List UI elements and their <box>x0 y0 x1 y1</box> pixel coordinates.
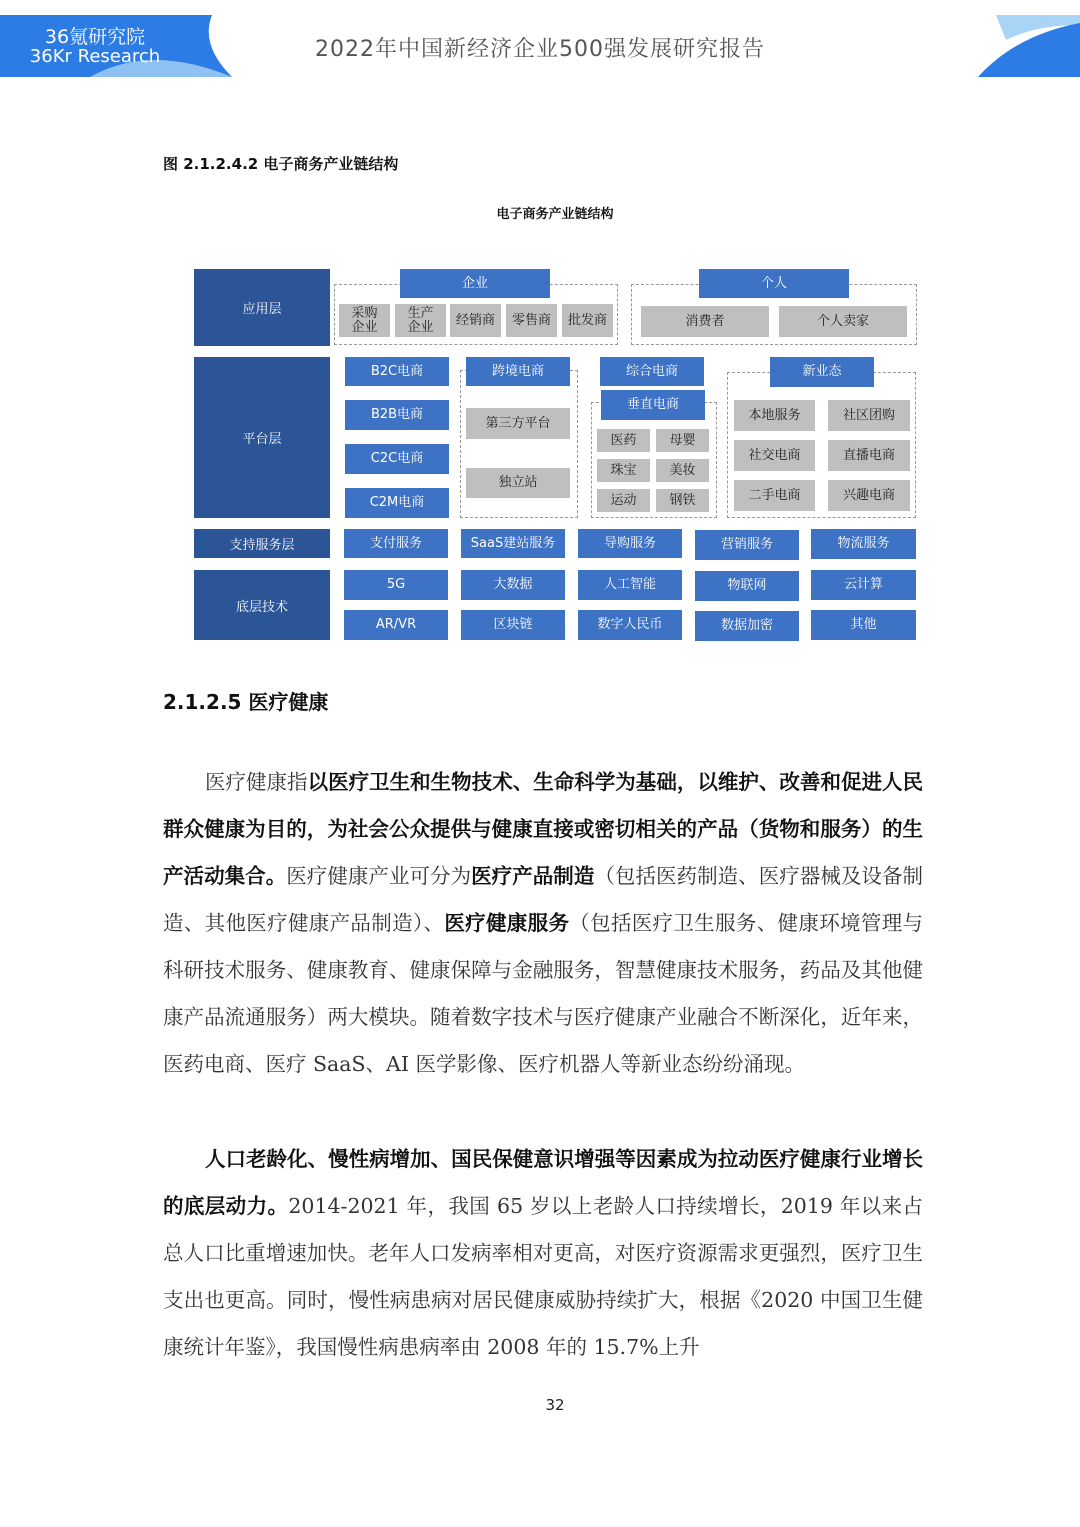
enterprise-item: 经销商 <box>450 304 501 337</box>
vertical-item: 珠宝 <box>597 459 650 482</box>
new-format-item: 二手电商 <box>734 480 815 511</box>
tech-item: 5G <box>344 570 448 600</box>
layer-application: 应用层 <box>194 269 330 346</box>
page-number: 32 <box>545 1396 565 1414</box>
text-run: 医疗健康指 <box>205 770 308 794</box>
vertical-item: 美妆 <box>656 459 709 482</box>
paragraph-2 <box>163 1136 923 1371</box>
vertical-header: 垂直电商 <box>601 390 705 420</box>
enterprise-header: 企业 <box>400 269 550 298</box>
report-title: 2022年中国新经济企业500强发展研究报告 <box>315 37 765 62</box>
new-format-item: 兴趣电商 <box>828 480 910 511</box>
vertical-item: 钢铁 <box>656 489 709 512</box>
new-format-item: 社交电商 <box>734 440 815 471</box>
comprehensive-ecommerce: 综合电商 <box>600 357 704 386</box>
cross-border-item: 第三方平台 <box>466 408 570 439</box>
enterprise-item: 生产 企业 <box>395 304 446 337</box>
text-run: 医疗健康产业可分为 <box>286 864 472 888</box>
platform-model: C2C电商 <box>345 444 449 474</box>
section-heading: 2.1.2.5 医疗健康 <box>163 690 329 714</box>
corner-decoration <box>976 15 1080 77</box>
tech-item: 数字人民币 <box>578 610 682 640</box>
vertical-item: 运动 <box>597 489 650 512</box>
text-run-bold: 人口老龄化、慢性病增加、国民保健意识增强等因素成为拉动医疗健康行业增长的底层动力。 <box>163 1147 923 1218</box>
enterprise-item: 批发商 <box>562 304 613 337</box>
enterprise-item: 采购 企业 <box>339 304 390 337</box>
paragraph-1 <box>163 759 923 1088</box>
new-format-item: 社区团购 <box>828 400 910 431</box>
diagram-title: 电子商务产业链结构 <box>496 207 614 222</box>
layer-technology: 底层技术 <box>194 570 330 640</box>
vertical-item: 医药 <box>597 429 650 452</box>
logo-text-en: 36Kr Research <box>29 46 161 67</box>
tech-item: 数据加密 <box>695 611 799 641</box>
support-item: 导购服务 <box>578 529 682 558</box>
tech-item: 物联网 <box>695 571 799 601</box>
individual-header: 个人 <box>699 269 849 298</box>
individual-item: 个人卖家 <box>779 306 907 337</box>
text-run-bold: 医疗产品制造 <box>471 864 595 888</box>
support-item: 物流服务 <box>811 529 916 559</box>
support-item: 营销服务 <box>695 530 799 560</box>
tech-item: 云计算 <box>811 570 916 600</box>
new-format-item: 直播电商 <box>828 440 910 471</box>
platform-model: B2B电商 <box>345 400 449 430</box>
tech-item: 其他 <box>811 610 916 640</box>
tech-item: 区块链 <box>461 610 565 640</box>
text-run: （包括医药制造、医疗器械及设备制造、其他医疗健康产品制造）、 <box>163 864 923 935</box>
text-run-bold: 医疗健康服务 <box>444 911 570 935</box>
figure-caption: 图 2.1.2.4.2 电子商务产业链结构 <box>163 155 399 173</box>
layer-platform: 平台层 <box>194 357 330 518</box>
enterprise-item: 零售商 <box>506 304 557 337</box>
cross-border-header: 跨境电商 <box>466 357 570 386</box>
tech-item: 大数据 <box>461 570 565 600</box>
layer-support: 支持服务层 <box>194 529 330 558</box>
platform-model: B2C电商 <box>345 357 449 386</box>
tech-item: 人工智能 <box>578 570 682 600</box>
vertical-item: 母婴 <box>656 429 709 452</box>
new-format-header: 新业态 <box>770 357 874 387</box>
support-item: 支付服务 <box>344 529 448 558</box>
tech-item: AR/VR <box>344 610 448 640</box>
text-run: （包括医疗卫生服务、健康环境管理与科研技术服务、健康教育、健康保障与金融服务，智慧健康技术服务，药品及其他健康产品流通服务）两大模块。随着数字技术与医疗健康产业融合不断深化，近年来，医药电商、医疗 SaaS、AI 医学影像、医疗机器人等新业态纷纷涌现。 <box>163 911 924 1076</box>
platform-model: C2M电商 <box>345 488 449 518</box>
text-run: 2014-2021 年，我国 65 岁以上老龄人口持续增长，2019 年以来占总人口比重增速加快。老年人口发病率相对更高，对医疗资源需求更强烈，医疗卫生支出也更高。同时，慢性病患病对居民健康威胁持续扩大，根据《2020 中国卫生健康统计年鉴》，我国慢性病患病率由 2008 年的 15.7%上升 <box>163 1194 924 1359</box>
cross-border-item: 独立站 <box>466 468 570 498</box>
text-run-bold: 以医疗卫生和生物技术、生命科学为基础，以维护、改善和促进人民群众健康为目的，为社会公众提供与健康直接或密切相关的产品（货物和服务）的生产活动集合。 <box>163 770 924 888</box>
new-format-item: 本地服务 <box>734 400 815 431</box>
individual-item: 消费者 <box>641 306 769 337</box>
support-item: SaaS建站服务 <box>461 529 565 558</box>
logo-text-cn: 36氪研究院 <box>44 26 146 48</box>
